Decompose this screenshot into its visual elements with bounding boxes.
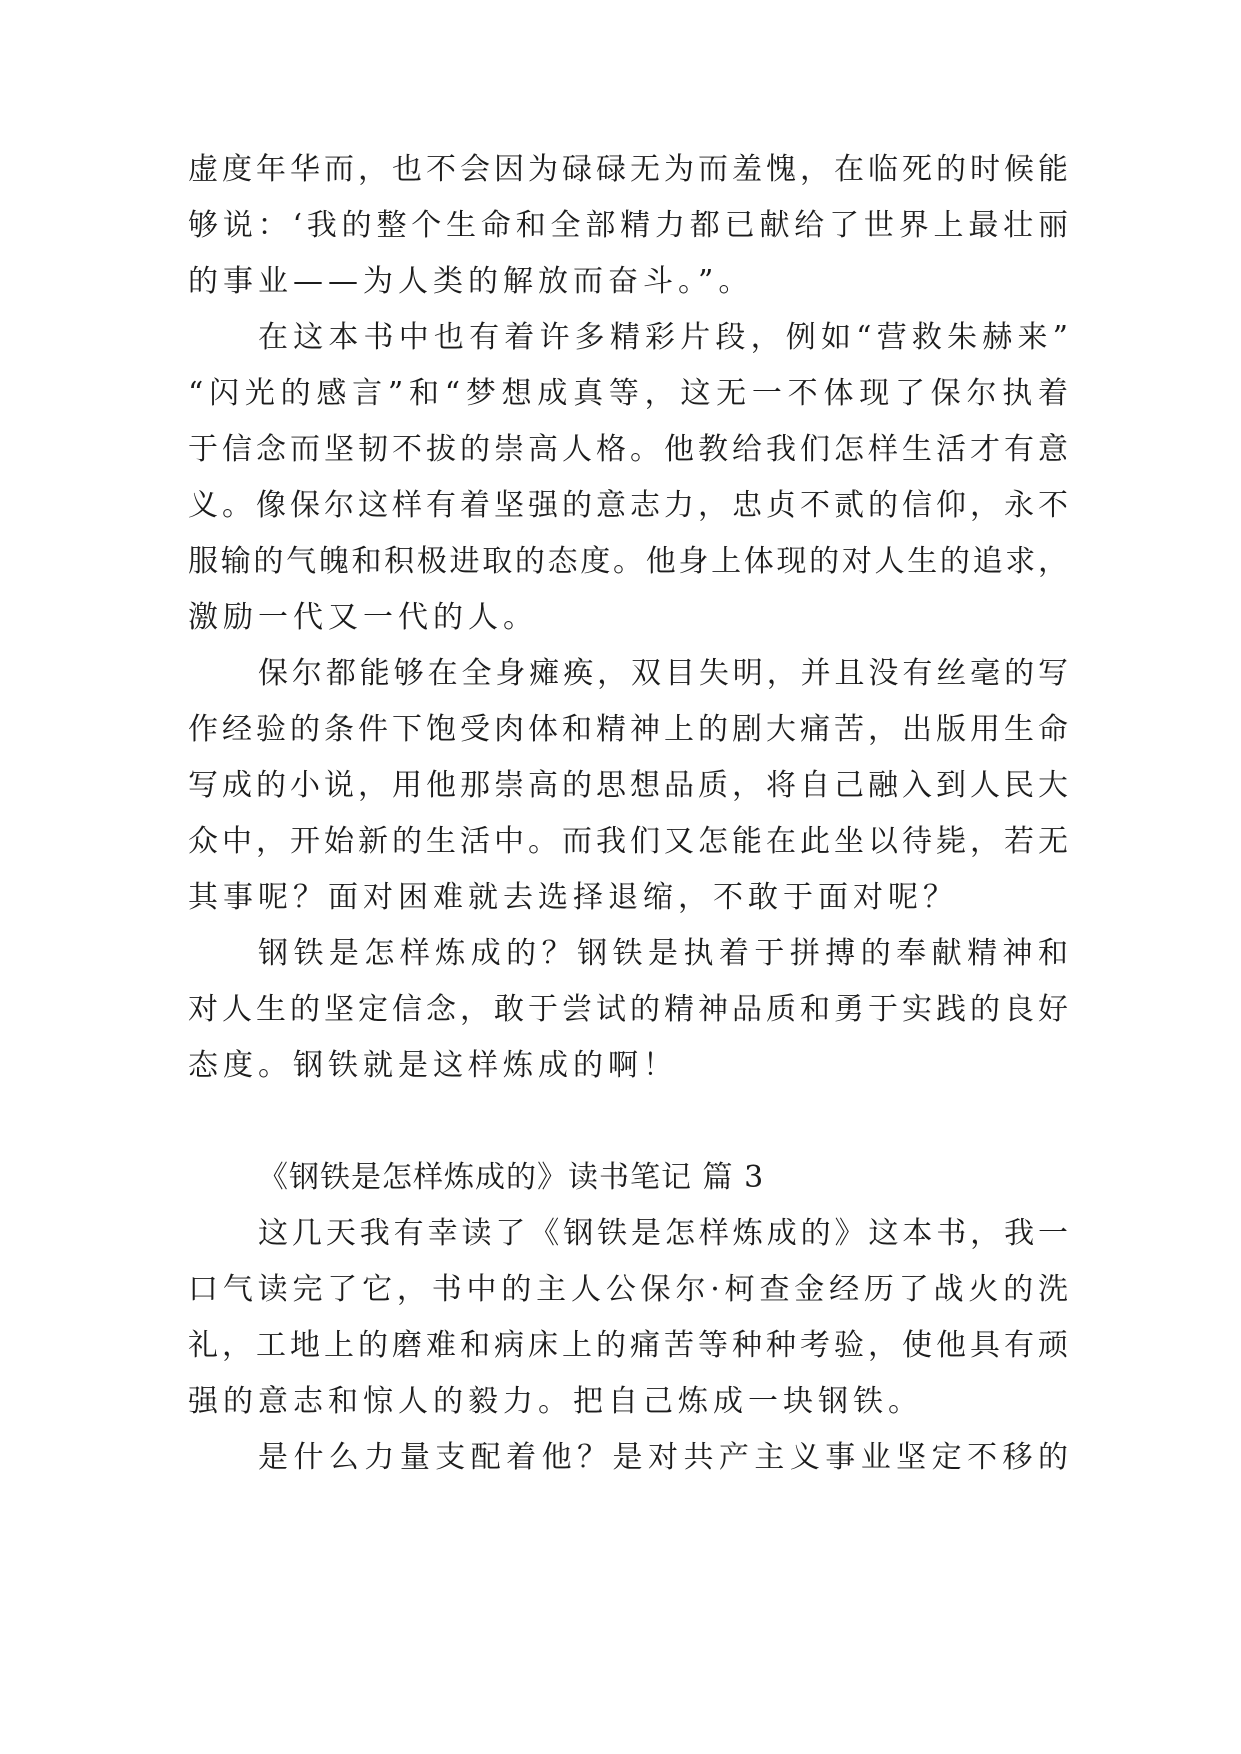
section-heading: 《钢铁是怎样炼成的》读书笔记 篇 3 xyxy=(258,1160,765,1195)
paragraph-first-line: 这几天我有幸读了《钢铁是怎样炼成的》这本书，我一 xyxy=(258,1216,1068,1251)
text-line: 义。像保尔这样有着坚强的意志力，忠贞不贰的信仰，永不 xyxy=(188,488,1068,523)
text-line: 作经验的条件下饱受肉体和精神上的剧大痛苦，出版用生命 xyxy=(188,712,1068,747)
text-line: 其事呢？面对困难就去选择退缩，不敢于面对呢？ xyxy=(188,880,958,915)
text-line: 对人生的坚定信念，敢于尝试的精神品质和勇于实践的良好 xyxy=(188,992,1068,1027)
text-line: 态度。钢铁就是这样炼成的啊！ xyxy=(188,1048,678,1083)
text-line: 够说：‘我的整个生命和全部精力都已献给了世界上最壮丽 xyxy=(188,208,1068,243)
text-line: “闪光的感言”和“梦想成真等，这无一不体现了保尔执着 xyxy=(188,376,1068,411)
paragraph-first-line: 钢铁是怎样炼成的？钢铁是执着于拼搏的奉献精神和 xyxy=(258,936,1068,971)
text-line: 口气读完了它，书中的主人公保尔·柯查金经历了战火的洗 xyxy=(188,1272,1068,1307)
text-line: 写成的小说，用他那崇高的思想品质，将自己融入到人民大 xyxy=(188,768,1068,803)
text-line: 虚度年华而，也不会因为碌碌无为而羞愧，在临死的时候能 xyxy=(188,152,1068,187)
text-line: 于信念而坚韧不拔的崇高人格。他教给我们怎样生活才有意 xyxy=(188,432,1068,467)
text-line: 众中，开始新的生活中。而我们又怎能在此坐以待毙，若无 xyxy=(188,824,1068,859)
text-line: 激励一代又一代的人。 xyxy=(188,600,538,635)
text-line: 服输的气魄和积极进取的态度。他身上体现的对人生的追求， xyxy=(188,544,1068,579)
text-line: 强的意志和惊人的毅力。把自己炼成一块钢铁。 xyxy=(188,1384,923,1419)
paragraph-first-line: 保尔都能够在全身瘫痪，双目失明，并且没有丝毫的写 xyxy=(258,656,1068,691)
paragraph-first-line: 是什么力量支配着他？是对共产主义事业坚定不移的 xyxy=(258,1440,1068,1475)
text-line: 的事业——为人类的解放而奋斗。”。 xyxy=(188,264,754,299)
text-line: 礼，工地上的磨难和病床上的痛苦等种种考验，使他具有顽 xyxy=(188,1328,1068,1363)
paragraph-first-line: 在这本书中也有着许多精彩片段，例如“营救朱赫来” xyxy=(258,320,1068,355)
